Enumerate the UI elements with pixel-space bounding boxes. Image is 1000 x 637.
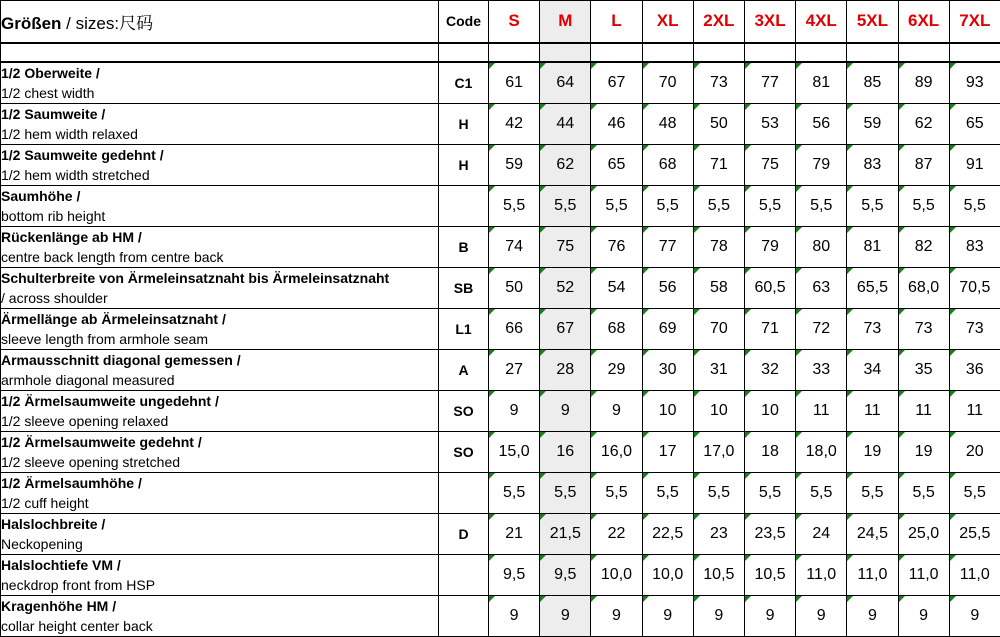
table-row	[1, 185, 1000, 226]
table-row	[1, 103, 1000, 144]
measurement-value-2xl: 10	[693, 390, 744, 431]
measurement-value-m: 9	[540, 595, 591, 636]
measurement-label	[1, 349, 439, 390]
measurement-value-4xl: 56	[796, 103, 847, 144]
measurement-value-7xl: 20	[949, 431, 1000, 472]
measurement-value-7xl: 93	[949, 62, 1000, 104]
label-german: 1/2 Ärmelsaumweite gedehnt /	[1, 432, 438, 452]
measurement-code	[439, 554, 489, 595]
measurement-value-m: 16	[540, 431, 591, 472]
size-header-m: M	[540, 1, 591, 43]
table-row	[1, 513, 1000, 554]
measurement-value-3xl: 60,5	[744, 267, 795, 308]
measurement-code	[439, 185, 489, 226]
measurement-value-m: 9	[540, 390, 591, 431]
measurement-value-l: 76	[591, 226, 642, 267]
measurement-value-m: 21,5	[540, 513, 591, 554]
measurement-value-l: 5,5	[591, 185, 642, 226]
measurement-value-2xl: 31	[693, 349, 744, 390]
measurement-value-s: 59	[489, 144, 540, 185]
measurement-value-5xl: 85	[847, 62, 898, 104]
measurement-value-s: 15,0	[489, 431, 540, 472]
label-german: Schulterbreite von Ärmeleinsatznaht bis Ärmeleinsatznaht	[1, 268, 438, 288]
label-english: / across shoulder	[1, 288, 438, 308]
measurement-value-xl: 10,0	[642, 554, 693, 595]
spacer-cell	[642, 43, 693, 62]
measurement-value-7xl: 5,5	[949, 472, 1000, 513]
measurement-value-7xl: 91	[949, 144, 1000, 185]
measurement-value-5xl: 11,0	[847, 554, 898, 595]
measurement-value-xl: 69	[642, 308, 693, 349]
measurement-value-4xl: 72	[796, 308, 847, 349]
measurement-value-l: 5,5	[591, 472, 642, 513]
measurement-value-4xl: 24	[796, 513, 847, 554]
measurement-label	[1, 431, 439, 472]
measurement-label	[1, 472, 439, 513]
title-rest: / sizes:尺码	[61, 14, 153, 33]
measurement-value-5xl: 9	[847, 595, 898, 636]
measurement-value-l: 29	[591, 349, 642, 390]
label-english: 1/2 hem width relaxed	[1, 124, 438, 144]
label-english: 1/2 chest width	[1, 83, 438, 103]
label-german: 1/2 Saumweite /	[1, 104, 438, 124]
spacer-cell	[796, 43, 847, 62]
measurement-value-l: 54	[591, 267, 642, 308]
measurement-label	[1, 62, 439, 104]
measurement-value-6xl: 25,0	[898, 513, 949, 554]
size-header-4xl: 4XL	[796, 1, 847, 43]
measurement-code	[439, 595, 489, 636]
measurement-value-5xl: 83	[847, 144, 898, 185]
measurement-value-m: 67	[540, 308, 591, 349]
spacer-cell	[1, 43, 439, 62]
label-english: Neckopening	[1, 534, 438, 554]
measurement-value-4xl: 9	[796, 595, 847, 636]
spacer-cell	[949, 43, 1000, 62]
measurement-value-6xl: 87	[898, 144, 949, 185]
measurement-label	[1, 144, 439, 185]
measurement-value-s: 5,5	[489, 185, 540, 226]
measurement-value-4xl: 5,5	[796, 472, 847, 513]
measurement-value-2xl: 9	[693, 595, 744, 636]
measurement-value-5xl: 5,5	[847, 185, 898, 226]
measurement-value-6xl: 82	[898, 226, 949, 267]
label-german: Halslochtiefe VM /	[1, 555, 438, 575]
label-german: Halslochbreite /	[1, 514, 438, 534]
measurement-value-6xl: 35	[898, 349, 949, 390]
measurement-value-3xl: 10	[744, 390, 795, 431]
measurement-value-5xl: 24,5	[847, 513, 898, 554]
measurement-value-s: 74	[489, 226, 540, 267]
measurement-value-7xl: 9	[949, 595, 1000, 636]
measurement-value-l: 16,0	[591, 431, 642, 472]
measurement-value-xl: 68	[642, 144, 693, 185]
measurement-value-6xl: 89	[898, 62, 949, 104]
measurement-value-6xl: 9	[898, 595, 949, 636]
measurement-value-3xl: 10,5	[744, 554, 795, 595]
measurement-value-7xl: 5,5	[949, 185, 1000, 226]
measurement-value-2xl: 50	[693, 103, 744, 144]
measurement-value-6xl: 11	[898, 390, 949, 431]
table-row	[1, 390, 1000, 431]
measurement-value-l: 68	[591, 308, 642, 349]
measurement-value-4xl: 18,0	[796, 431, 847, 472]
measurement-value-2xl: 58	[693, 267, 744, 308]
measurement-value-m: 62	[540, 144, 591, 185]
measurement-label	[1, 226, 439, 267]
measurement-value-l: 9	[591, 595, 642, 636]
measurement-code: H	[439, 144, 489, 185]
measurement-code: SB	[439, 267, 489, 308]
measurement-value-3xl: 5,5	[744, 472, 795, 513]
label-english: centre back length from centre back	[1, 247, 438, 267]
title-bold: Größen	[1, 14, 61, 33]
label-english: neckdrop front from HSP	[1, 575, 438, 595]
measurement-value-2xl: 10,5	[693, 554, 744, 595]
measurement-value-m: 9,5	[540, 554, 591, 595]
measurement-value-4xl: 5,5	[796, 185, 847, 226]
spacer-cell	[439, 43, 489, 62]
size-header-s: S	[489, 1, 540, 43]
measurement-value-xl: 5,5	[642, 185, 693, 226]
measurement-value-6xl: 19	[898, 431, 949, 472]
measurement-value-s: 9	[489, 390, 540, 431]
measurement-value-7xl: 70,5	[949, 267, 1000, 308]
measurement-value-m: 28	[540, 349, 591, 390]
measurement-value-3xl: 71	[744, 308, 795, 349]
measurement-rows	[1, 62, 1000, 637]
spacer-cell	[591, 43, 642, 62]
spacer-cell	[744, 43, 795, 62]
table-row	[1, 62, 1000, 104]
spacer-cell	[693, 43, 744, 62]
measurement-value-6xl: 62	[898, 103, 949, 144]
measurement-value-4xl: 80	[796, 226, 847, 267]
measurement-value-2xl: 5,5	[693, 472, 744, 513]
label-english: sleeve length from armhole seam	[1, 329, 438, 349]
code-header: Code	[439, 1, 489, 43]
label-german: Kragenhöhe HM /	[1, 596, 438, 616]
measurement-value-3xl: 23,5	[744, 513, 795, 554]
label-german: 1/2 Oberweite /	[1, 63, 438, 83]
measurement-value-m: 52	[540, 267, 591, 308]
measurement-value-7xl: 11,0	[949, 554, 1000, 595]
measurement-value-xl: 77	[642, 226, 693, 267]
measurement-value-s: 61	[489, 62, 540, 104]
label-german: Armausschnitt diagonal gemessen /	[1, 350, 438, 370]
measurement-value-s: 27	[489, 349, 540, 390]
label-english: collar height center back	[1, 616, 438, 636]
size-header-xl: XL	[642, 1, 693, 43]
measurement-value-4xl: 11,0	[796, 554, 847, 595]
measurement-value-m: 5,5	[540, 185, 591, 226]
measurement-label	[1, 513, 439, 554]
measurement-value-5xl: 5,5	[847, 472, 898, 513]
table-row	[1, 554, 1000, 595]
measurement-value-4xl: 63	[796, 267, 847, 308]
measurement-value-4xl: 79	[796, 144, 847, 185]
measurement-value-2xl: 70	[693, 308, 744, 349]
measurement-value-2xl: 5,5	[693, 185, 744, 226]
measurement-label	[1, 103, 439, 144]
spacer-cell	[540, 43, 591, 62]
size-header-5xl: 5XL	[847, 1, 898, 43]
label-english: 1/2 sleeve opening relaxed	[1, 411, 438, 431]
measurement-value-3xl: 18	[744, 431, 795, 472]
measurement-label	[1, 308, 439, 349]
label-english: 1/2 sleeve opening stretched	[1, 452, 438, 472]
table-title	[1, 1, 439, 43]
label-english: bottom rib height	[1, 206, 438, 226]
measurement-value-6xl: 73	[898, 308, 949, 349]
label-english: armhole diagonal measured	[1, 370, 438, 390]
measurement-value-xl: 48	[642, 103, 693, 144]
table-row	[1, 226, 1000, 267]
table-row	[1, 431, 1000, 472]
measurement-value-m: 5,5	[540, 472, 591, 513]
measurement-value-xl: 30	[642, 349, 693, 390]
measurement-value-6xl: 5,5	[898, 185, 949, 226]
measurement-value-l: 65	[591, 144, 642, 185]
measurement-value-m: 44	[540, 103, 591, 144]
size-header-2xl: 2XL	[693, 1, 744, 43]
measurement-value-7xl: 11	[949, 390, 1000, 431]
measurement-value-3xl: 32	[744, 349, 795, 390]
measurement-value-s: 9,5	[489, 554, 540, 595]
measurement-value-5xl: 81	[847, 226, 898, 267]
measurement-value-xl: 10	[642, 390, 693, 431]
measurement-value-m: 75	[540, 226, 591, 267]
measurement-value-7xl: 65	[949, 103, 1000, 144]
label-german: 1/2 Saumweite gedehnt /	[1, 145, 438, 165]
spacer-cell	[489, 43, 540, 62]
measurement-value-s: 5,5	[489, 472, 540, 513]
measurement-value-5xl: 19	[847, 431, 898, 472]
measurement-value-7xl: 25,5	[949, 513, 1000, 554]
measurement-value-xl: 17	[642, 431, 693, 472]
spacer-cell	[847, 43, 898, 62]
measurement-value-xl: 56	[642, 267, 693, 308]
measurement-code: SO	[439, 431, 489, 472]
measurement-value-6xl: 11,0	[898, 554, 949, 595]
table-row	[1, 267, 1000, 308]
measurement-value-s: 66	[489, 308, 540, 349]
table-row	[1, 472, 1000, 513]
measurement-value-4xl: 33	[796, 349, 847, 390]
table-row	[1, 144, 1000, 185]
measurement-value-s: 21	[489, 513, 540, 554]
measurement-value-xl: 9	[642, 595, 693, 636]
measurement-value-7xl: 36	[949, 349, 1000, 390]
measurement-value-2xl: 23	[693, 513, 744, 554]
measurement-value-3xl: 77	[744, 62, 795, 104]
measurement-value-2xl: 73	[693, 62, 744, 104]
measurement-code: H	[439, 103, 489, 144]
measurement-value-4xl: 81	[796, 62, 847, 104]
measurement-value-xl: 22,5	[642, 513, 693, 554]
measurement-label	[1, 390, 439, 431]
table-row	[1, 349, 1000, 390]
table-row	[1, 595, 1000, 636]
measurement-value-7xl: 73	[949, 308, 1000, 349]
measurement-value-5xl: 34	[847, 349, 898, 390]
measurement-value-s: 50	[489, 267, 540, 308]
measurement-label	[1, 554, 439, 595]
measurement-value-l: 9	[591, 390, 642, 431]
measurement-value-2xl: 78	[693, 226, 744, 267]
measurement-value-4xl: 11	[796, 390, 847, 431]
measurement-value-s: 9	[489, 595, 540, 636]
measurement-code: L1	[439, 308, 489, 349]
size-header-l: L	[591, 1, 642, 43]
spacer-cell	[898, 43, 949, 62]
label-english: 1/2 cuff height	[1, 493, 438, 513]
measurement-value-2xl: 71	[693, 144, 744, 185]
measurement-value-xl: 70	[642, 62, 693, 104]
measurement-code: D	[439, 513, 489, 554]
measurement-value-5xl: 59	[847, 103, 898, 144]
measurement-value-3xl: 5,5	[744, 185, 795, 226]
label-german: 1/2 Ärmelsaumweite ungedehnt /	[1, 391, 438, 411]
label-german: 1/2 Ärmelsaumhöhe /	[1, 473, 438, 493]
measurement-value-l: 10,0	[591, 554, 642, 595]
label-german: Ärmellänge ab Ärmeleinsatznaht /	[1, 309, 438, 329]
label-german: Rückenlänge ab HM /	[1, 227, 438, 247]
size-header-6xl: 6XL	[898, 1, 949, 43]
label-english: 1/2 hem width stretched	[1, 165, 438, 185]
spacer-row	[1, 43, 1000, 62]
size-header-7xl: 7XL	[949, 1, 1000, 43]
measurement-value-7xl: 83	[949, 226, 1000, 267]
measurement-code: A	[439, 349, 489, 390]
label-german: Saumhöhe /	[1, 186, 438, 206]
measurement-value-3xl: 79	[744, 226, 795, 267]
measurement-value-3xl: 53	[744, 103, 795, 144]
measurement-value-5xl: 65,5	[847, 267, 898, 308]
header-row	[1, 1, 1000, 43]
measurement-value-xl: 5,5	[642, 472, 693, 513]
measurement-label	[1, 595, 439, 636]
measurement-value-5xl: 73	[847, 308, 898, 349]
measurement-code: B	[439, 226, 489, 267]
measurement-label	[1, 185, 439, 226]
measurement-value-l: 67	[591, 62, 642, 104]
measurement-value-s: 42	[489, 103, 540, 144]
measurement-value-5xl: 11	[847, 390, 898, 431]
measurement-code: C1	[439, 62, 489, 104]
measurement-value-l: 46	[591, 103, 642, 144]
measurement-code: SO	[439, 390, 489, 431]
measurement-value-2xl: 17,0	[693, 431, 744, 472]
measurement-value-3xl: 9	[744, 595, 795, 636]
measurement-value-m: 64	[540, 62, 591, 104]
table-row	[1, 308, 1000, 349]
measurement-value-6xl: 68,0	[898, 267, 949, 308]
measurement-value-l: 22	[591, 513, 642, 554]
measurement-label	[1, 267, 439, 308]
measurement-value-3xl: 75	[744, 144, 795, 185]
measurement-value-6xl: 5,5	[898, 472, 949, 513]
measurement-code	[439, 472, 489, 513]
size-header-3xl: 3XL	[744, 1, 795, 43]
